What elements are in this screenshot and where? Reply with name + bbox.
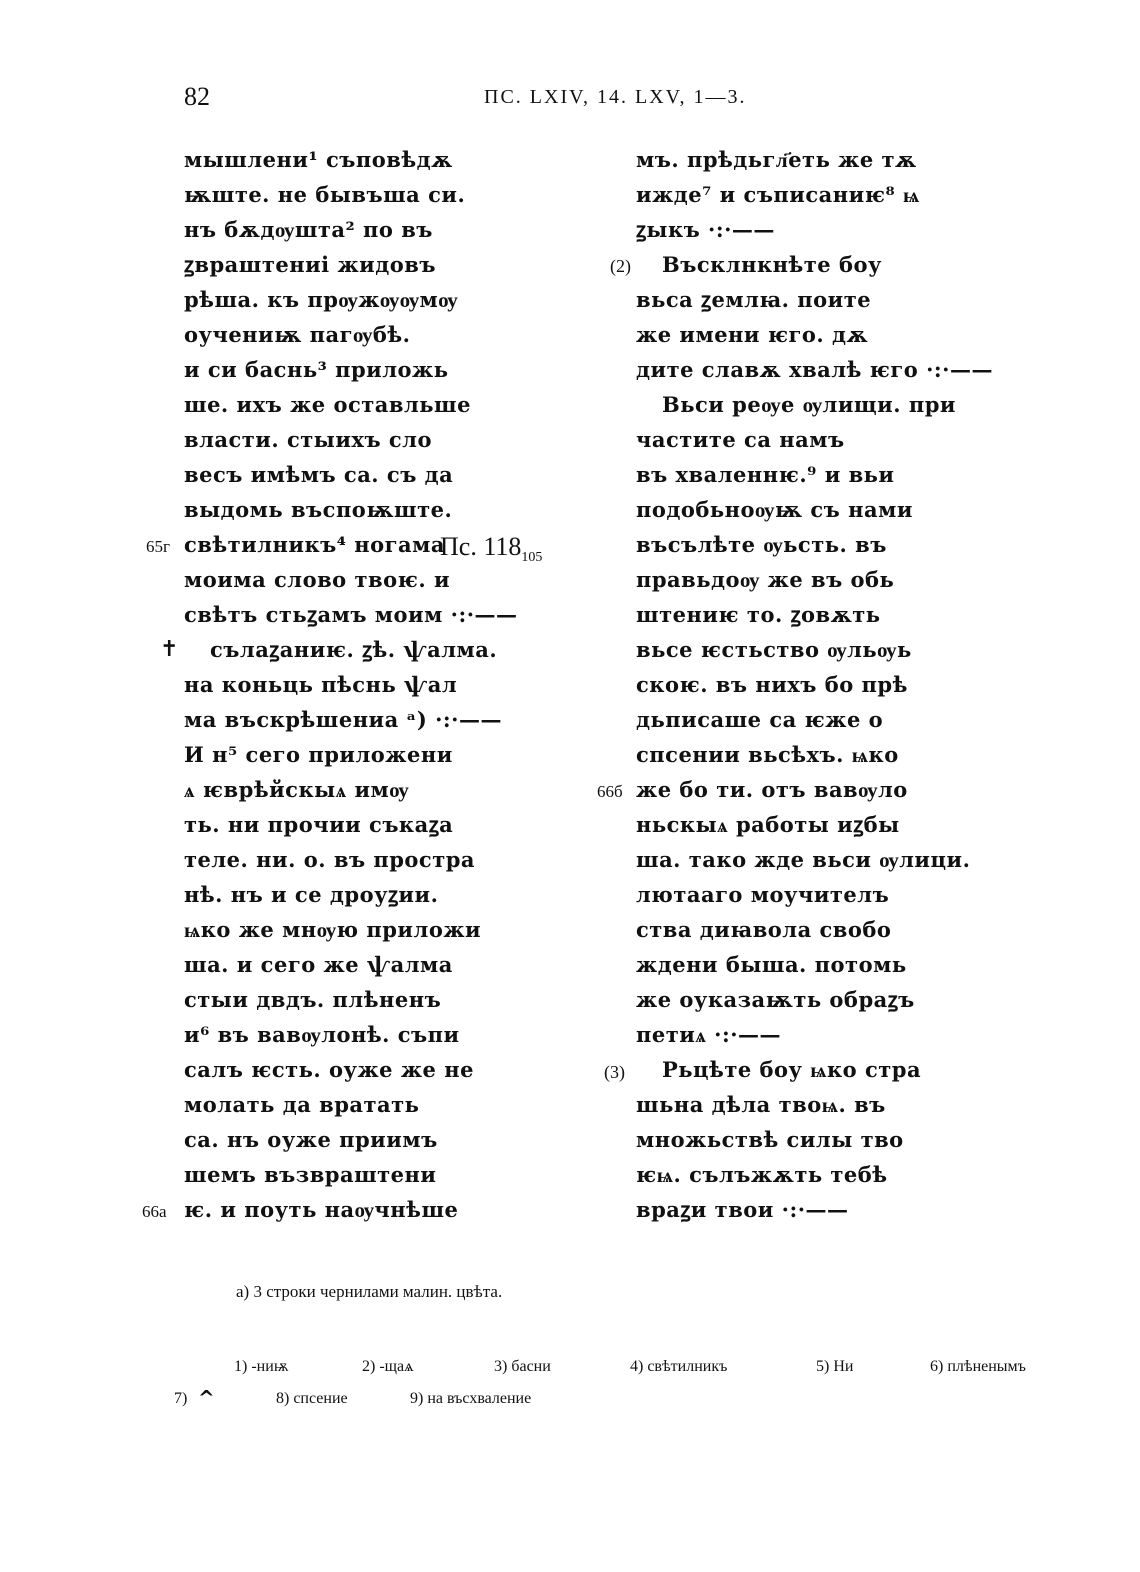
left-line: шемъ възвраштени <box>184 1162 437 1187</box>
variant-note: 8) спсение <box>276 1390 348 1407</box>
variant-note: 1) -ниѭ <box>234 1358 289 1375</box>
left-line: свѣтъ стьꙁамъ моим ·:·—— <box>184 602 518 627</box>
variant-note: 3) басни <box>494 1358 551 1375</box>
left-line: на коньць пѣснь ѱал <box>184 672 458 697</box>
left-line: ма въскрѣшениа ᵃ) ·:·—— <box>184 707 502 732</box>
right-line: Въсклнкнѣте боу <box>662 252 882 277</box>
left-line: ꙁвраштениі жидовъ <box>184 252 436 277</box>
right-line: ижде⁷ и съписаниѥ⁸ ѩ <box>636 182 920 207</box>
right-line: враꙁи твои ·:·—— <box>636 1197 849 1222</box>
verse-number-3: (3) <box>604 1062 625 1082</box>
left-line: весъ имѣмъ са. съ да <box>184 462 454 487</box>
psalm-ref-label: Пс. 118 <box>440 532 522 561</box>
left-line: мышлени¹ съповѣдѫ <box>184 147 453 172</box>
left-line: ѩко же мнѹю приложи <box>184 917 482 942</box>
left-line: выдомь въспоѭште. <box>184 497 453 522</box>
variant-note: 4) свѣтилникъ <box>630 1358 728 1375</box>
running-head: ПС. LXIV, 14. LXV, 1—3. <box>484 86 747 108</box>
left-line: сълаꙁаниѥ. ꙁѣ. ѱалма. <box>210 637 498 662</box>
variant-note: 5) Ни <box>816 1358 854 1375</box>
left-line: власти. стыихъ сло <box>184 427 432 452</box>
leaf-marker-66a: 66а <box>142 1202 167 1221</box>
right-line: дите славѫ хвалѣ ѥго ·:·—— <box>636 357 993 382</box>
right-line: скоѥ. въ нихъ бо прѣ <box>636 672 908 697</box>
psalm-ref-verse: 105 <box>521 550 543 566</box>
right-line: ждени быша. потомь <box>636 952 907 977</box>
left-line: ѥ. и поуть наѹчнѣше <box>184 1197 459 1222</box>
left-line: ше. ихъ же оставльше <box>184 392 471 417</box>
verse-number-2: (2) <box>610 256 631 276</box>
right-line: въсълѣте ѹьсть. въ <box>636 532 887 557</box>
left-line: свѣтилникъ⁴ ногама <box>184 532 445 557</box>
left-line: стыи двдъ. плѣненъ <box>184 987 442 1012</box>
variant-note: 7) <box>174 1390 188 1407</box>
left-line: нъ бѫдѹшта² по въ <box>184 217 433 242</box>
left-line: ша. и сего же ѱалма <box>184 952 453 977</box>
right-line: вьса ꙁемлꙗ. поите <box>636 287 872 312</box>
right-line: ꙁыкъ ·:·—— <box>636 217 775 242</box>
left-line: и⁶ въ вавѹлонѣ. съпи <box>184 1022 460 1047</box>
left-line: и си баснь³ приложь <box>184 357 449 382</box>
right-line: въ хваленнѥ.⁹ и вьи <box>636 462 895 487</box>
left-line: теле. ни. о. въ простра <box>184 847 476 872</box>
left-line: моима слово твоѥ. и <box>184 567 451 592</box>
left-line: са. нъ оуже приимъ <box>184 1127 438 1152</box>
right-line: вьсе ѥстьство ѹльѹь <box>636 637 912 662</box>
right-line: штениѥ то. ꙁовѫть <box>636 602 881 627</box>
right-line: спсении вьсѣхъ. ѩко <box>636 742 899 767</box>
right-line: ша. тако жде вьси ѹлици. <box>636 847 971 872</box>
caret-icon: ^ <box>198 1386 215 1410</box>
right-line: Рьцѣте боу ѩко стра <box>662 1057 922 1082</box>
right-line: же имени ѥго. дѫ <box>636 322 869 347</box>
right-line: шьна дѣла твоѩ. въ <box>636 1092 886 1117</box>
left-line: молать да вратать <box>184 1092 420 1117</box>
left-line: рѣша. къ прѹжѹѹмѹ <box>184 287 459 312</box>
left-line: ть. ни прочии съкаꙁа <box>184 812 454 837</box>
right-line: же оуказаѭть обраꙁъ <box>636 987 915 1012</box>
left-line: ѧ ѥврѣйскыѧ имѹ <box>184 777 410 802</box>
right-line: же бо ти. отъ вавѹло <box>636 777 908 802</box>
variant-note: 6) плѣненымъ <box>930 1358 1026 1375</box>
right-line: Вьси реѹе ѹлищи. при <box>662 392 956 417</box>
leaf-marker-66b: 66б <box>597 782 623 801</box>
left-line: И н⁵ сего приложени <box>184 742 453 767</box>
variant-note: 9) на въсхваление <box>410 1390 532 1407</box>
right-line: мъ. прѣдьгл҃еть же тѫ <box>636 147 917 172</box>
right-line: частите са намъ <box>636 427 845 452</box>
psalm-cross-reference <box>440 532 542 566</box>
leaf-marker-65g: 65г <box>146 537 170 556</box>
page-number: 82 <box>184 82 210 111</box>
left-line: нѣ. нъ и се дроуꙁии. <box>184 882 439 907</box>
right-line: подобьноѹѭ съ нами <box>636 497 913 522</box>
right-line: дьписаше са ѥже о <box>636 707 884 732</box>
footnote-a: а) 3 строки чернилами малин. цвѣта. <box>236 1282 503 1301</box>
right-line: петиѧ ·:·—— <box>636 1022 782 1047</box>
variant-note: 2) -щаѧ <box>362 1358 414 1375</box>
right-line: множьствѣ силы тво <box>636 1127 904 1152</box>
right-line: правьдоѹ же въ обь <box>636 567 895 592</box>
right-line: ства диꙗвола свобо <box>636 917 892 942</box>
left-line: оучениѭ пагѹбѣ. <box>184 322 411 347</box>
left-line: ѭште. не бывъша си. <box>184 182 466 207</box>
cross-icon: ✝ <box>160 637 179 662</box>
right-line: ѥѩ. сълъжѫть тебѣ <box>636 1162 888 1187</box>
left-line: салъ ѥсть. оуже же не <box>184 1057 474 1082</box>
right-line: лютааго моучителъ <box>636 882 890 907</box>
right-line: ньскыѧ работы иꙁбы <box>636 812 900 837</box>
